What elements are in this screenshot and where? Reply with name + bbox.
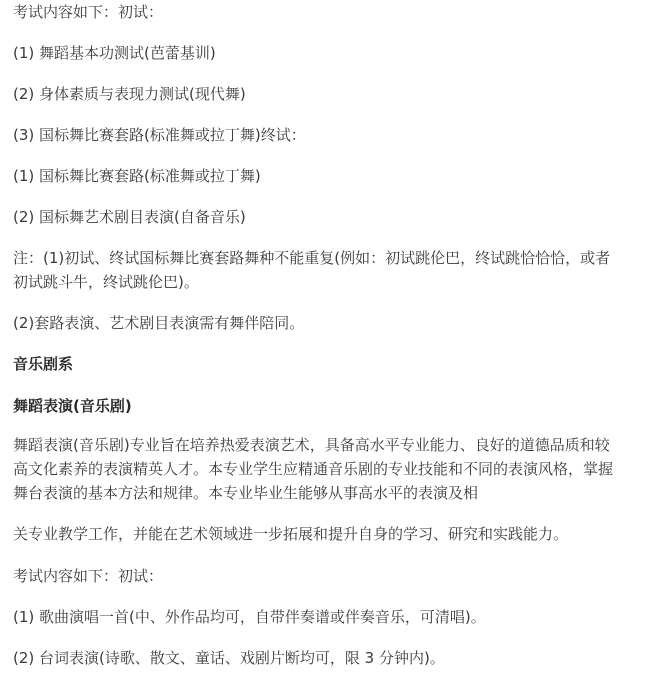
list-item: (2) 身体素质与表现力测试(现代舞) [13,85,246,103]
description-continuation: 关专业教学工作，并能在艺术领域进一步拓展和提升自身的学习、研究和实践能力。 [13,525,569,543]
description-line-2: 高文化素养的表演精英人才。本专业学生应精通音乐剧的专业技能和不同的表演风格，掌握 [13,460,614,478]
note-line-1: 注：(1)初试、终试国标舞比赛套路舞种不能重复(例如：初试跳伦巴，终试跳恰恰恰，或者 [13,249,611,267]
section-heading: 音乐剧系 [13,355,74,373]
exam-content-intro-2: 考试内容如下：初试： [13,567,164,585]
description-line-1: 舞蹈表演(音乐剧)专业旨在培养热爱表演艺术，具备高水平专业能力、良好的道德品质和较 [13,436,610,454]
description-line-3: 舞台表演的基本方法和规律。本专业毕业生能够从事高水平的表演及相 [13,484,479,502]
list-item: (1) 舞蹈基本功测试(芭蕾基训) [13,44,216,62]
note-line-2: 初试跳斗牛，终试跳伦巴)。 [13,273,199,291]
list-item: (2) 台词表演(诗歌、散文、童话、戏剧片断均可，限 3 分钟内)。 [13,649,445,667]
list-item: (3) 国标舞比赛套路(标准舞或拉丁舞)终试： [13,126,306,144]
list-item: (1) 歌曲演唱一首(中、外作品均可，自带伴奏谱或伴奏音乐，可清唱)。 [13,608,486,626]
subsection-heading: 舞蹈表演(音乐剧) [13,397,132,415]
list-item: (1) 国标舞比赛套路(标准舞或拉丁舞) [13,167,261,185]
exam-content-intro: 考试内容如下：初试： [13,3,164,21]
note-item: (2)套路表演、艺术剧目表演需有舞伴陪同。 [13,314,305,332]
list-item: (2) 国标舞艺术剧目表演(自备音乐) [13,208,246,226]
